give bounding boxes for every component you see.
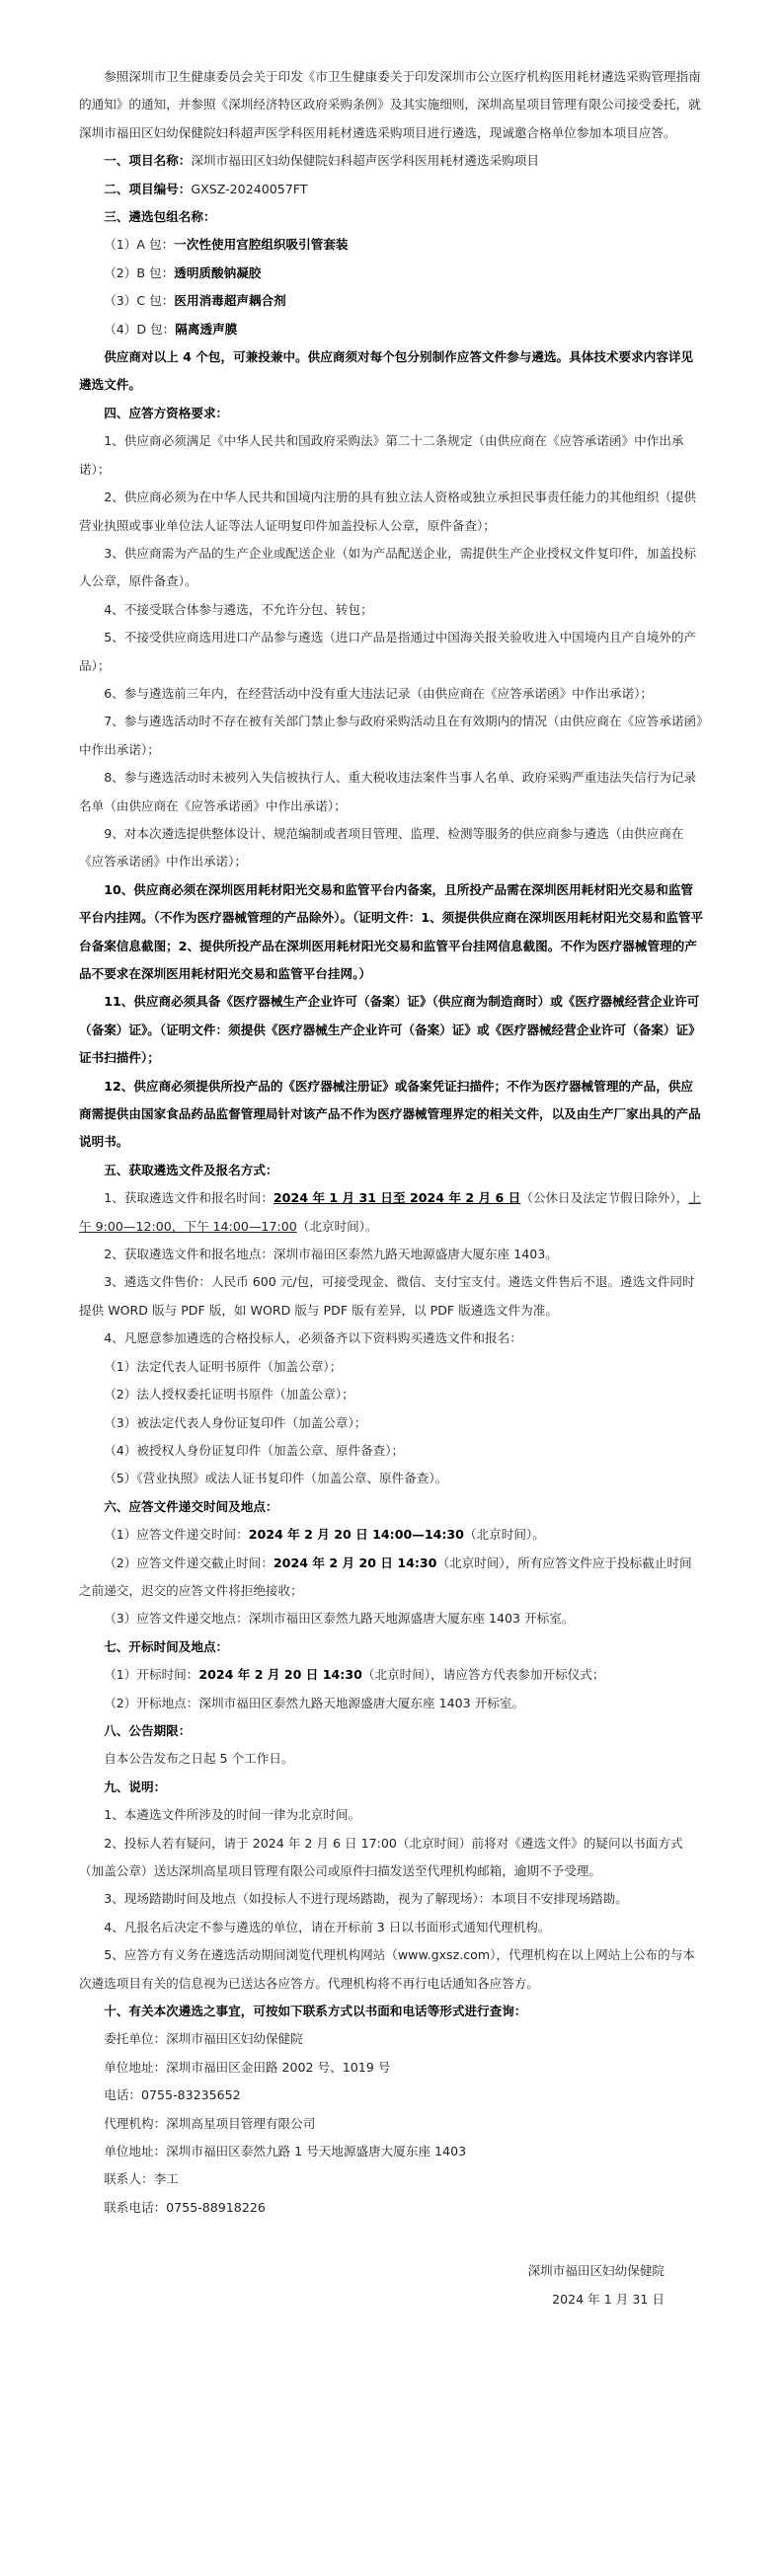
- registration-materials: 4、凡愿意参加遴选的合格投标人，必须备齐以下资料购买遴选文件和报名：: [104, 1330, 522, 1346]
- signature-org: 深圳市福田区妇幼保健院: [527, 2263, 665, 2279]
- submission-deadline: [79, 1550, 704, 1606]
- section-4-heading: 四、应答方资格要求：: [104, 405, 229, 420]
- requirement-item: 10、供应商必须在深圳医用耗材阳光交易和监管平台内备案，且所投产品需在深圳医用耗材阳光交易和监管平台内挂网。（不作为医疗器械管理的产品除外）。（证明文件：1、须提供供应商在深圳医用耗材阳光交易和监管平台备案信息截图；2、提供所投产品在深圳医用耗材阳光交易和监管平台挂网信息截图。不作为医疗器械管理的产品不要求在深圳医用耗材阳光交易和监管平台挂网。）: [79, 881, 704, 981]
- section-9-heading: 九、说明：: [104, 1779, 167, 1794]
- note-item: 1、本遴选文件所涉及的时间一律为北京时间。: [104, 1807, 361, 1823]
- contact-line: 电话：0755-83235652: [104, 2087, 241, 2103]
- project-name: 深圳市福田区妇幼保健院妇科超声医学科医用耗材遴选采购项目: [191, 153, 539, 169]
- submission-deadline-note: （北京时间），所有应答文件应于投标截止时间之前递交，迟交的应答文件将拒绝接收；: [79, 1554, 692, 1598]
- package-name: 透明质酸钠凝胶: [174, 265, 262, 280]
- notice-period: 自本公告发布之日起 5 个工作日。: [104, 1751, 294, 1767]
- requirement-item: 7、参与遴选活动时不存在被有关部门禁止参与政府采购活动且在有效期内的情况（由供应商在《应答承诺函》中作出承诺）；: [79, 714, 703, 757]
- material-item: （2）法人授权委托证明书原件（加盖公章）；: [104, 1387, 354, 1402]
- note-item: 4、凡报名后决定不参与遴选的单位，请在开标前 3 日以书面形式通知代理机构。: [104, 1919, 551, 1934]
- submission-time-value: 2024 年 2 月 20 日 14:00—14:30: [248, 1527, 464, 1543]
- contact-line: 单位地址：深圳市福田区泰然九路 1 号天地源盛唐大厦东座 1403: [104, 2144, 467, 2159]
- contact-line: 联系人：李工: [104, 2171, 179, 2187]
- submission-time-zone: （北京时间）。: [463, 1527, 545, 1543]
- submission-deadline-value: 2024 年 2 月 20 日 14:30: [273, 1554, 437, 1570]
- opening-time-note: （北京时间），请应答方代表参加开标仪式；: [361, 1667, 605, 1683]
- opening-time-value: 2024 年 2 月 20 日 14:30: [198, 1667, 362, 1683]
- section-6-heading: 六、应答文件递交时间及地点：: [104, 1498, 278, 1514]
- registration-date-range: 2024 年 1 月 31 日至 2024 年 2 月 6 日: [273, 1190, 521, 1206]
- requirement-item: 12、供应商必须提供所投产品的《医疗器械注册证》或备案凭证扫描件；不作为医疗器械管理的产品，供应商需提供由国家食品药品监督管理局针对该产品不作为医疗器械管理界定的相关文件，以及由生产厂家出具的产品说明书。: [79, 1078, 701, 1150]
- package-name: 医用消毒超声耦合剂: [174, 293, 286, 309]
- intro-paragraph: 参照深圳市卫生健康委员会关于印发《市卫生健康委关于印发深圳市公立医疗机构医用耗材遴选采购管理指南的通知》的通知，并参照《深圳经济特区政府采购条例》及其实施细则，深圳高星项目管理有限公司接受委托，就深圳市福田区妇幼保健院妇科超声医学科医用耗材遴选采购项目进行遴选，现诚邀合格单位参加本项目应答。: [79, 69, 701, 140]
- material-item: （3）被法定代表人身份证复印件（加盖公章）；: [104, 1414, 367, 1430]
- opening-place: （2）开标地点：深圳市福田区泰然九路天地源盛唐大厦东座 1403 开标室。: [104, 1695, 525, 1710]
- requirement-item: 8、参与遴选活动时未被列入失信被执行人、重大税收违法案件当事人名单、政府采购严重违法失信行为记录名单（由供应商在《应答承诺函》中作出承诺）；: [79, 770, 697, 813]
- submission-time: [79, 1521, 704, 1549]
- project-number-line: [79, 176, 704, 203]
- submission-deadline-label: （2）应答文件递交截止时间：: [104, 1554, 274, 1570]
- package-label: （2）B 包：: [104, 265, 175, 280]
- opening-time: [79, 1661, 704, 1689]
- section-3-heading: 三、遴选包组名称：: [104, 209, 216, 225]
- registration-holiday-note: （公休日及法定节假日除外），: [520, 1190, 689, 1206]
- package-b: [79, 260, 704, 287]
- material-item: （4）被授权人身份证复印件（加盖公章、原件备查）；: [104, 1442, 405, 1458]
- section-1-heading: 一、项目名称：: [104, 153, 192, 169]
- opening-time-label: （1）开标时间：: [104, 1667, 199, 1683]
- requirement-item: 6、参与遴选前三年内，在经营活动中没有重大违法记录（由供应商在《应答承诺函》中作出承诺）；: [104, 685, 654, 701]
- project-name-line: [79, 147, 704, 175]
- contact-line: 单位地址：深圳市福田区金田路 2002 号、1019 号: [104, 2059, 391, 2075]
- requirement-item: 3、供应商需为产品的生产企业或配送企业（如为产品配送企业，需提供生产企业授权文件复印件，加盖投标人公章，原件备查）。: [79, 545, 697, 589]
- registration-place: 2、获取遴选文件和报名地点：深圳市福田区泰然九路天地源盛唐大厦东座 1403。: [104, 1247, 558, 1262]
- package-label: （4）D 包：: [104, 321, 176, 337]
- contact-line: 联系电话：0755-88918226: [104, 2199, 266, 2215]
- registration-time: [79, 1184, 704, 1241]
- requirement-item: 11、供应商必须具备《医疗器械生产企业许可（备案）证》（供应商为制造商时）或《医疗器械经营企业许可（备案）证》。（证明文件：须提供《医疗器械生产企业许可（备案）证》或《医疗器械经营企业许可（备案）证》证书扫描件）；: [79, 994, 701, 1066]
- package-label: （3）C 包：: [104, 293, 175, 309]
- signature-date: 2024 年 1 月 31 日: [552, 2291, 665, 2307]
- registration-time-label: 1、获取遴选文件和报名时间：: [104, 1190, 274, 1206]
- section-10-heading: 十、有关本次遴选之事宜，可按如下联系方式以书面和电话等形式进行查询：: [104, 2004, 527, 2019]
- package-a: [79, 231, 704, 259]
- section-7-heading: 七、开标时间及地点：: [104, 1638, 229, 1654]
- package-name: 一次性使用宫腔组织吸引管套装: [174, 237, 349, 253]
- requirement-item: 4、不接受联合体参与遴选，不允许分包、转包；: [104, 601, 373, 617]
- section-2-heading: 二、项目编号：: [104, 181, 192, 196]
- registration-hours: 上午 9:00—12:00，下午 14:00—17:00: [79, 1190, 701, 1234]
- package-name: 隔离透声膜: [175, 321, 238, 337]
- package-c: [79, 287, 704, 315]
- note-item: 2、投标人若有疑问，请于 2024 年 2 月 6 日 17:00（北京时间）前将对《遴选文件》的疑问以书面方式（加盖公章）送达深圳高星项目管理有限公司或原件扫描发送至代理机构邮箱，逾期不予受理。: [79, 1835, 683, 1878]
- note-item: 5、应答方有义务在遴选活动期间浏览代理机构网站（www.gxsz.com），代理机构在以上网站上公布的与本次遴选项目有关的信息视为已送达各应答方。代理机构将不再行电话通知各应答方。: [79, 1947, 695, 1991]
- material-item: （1）法定代表人证明书原件（加盖公章）；: [104, 1358, 343, 1374]
- section-8-heading: 八、公告期限：: [104, 1722, 192, 1738]
- requirement-item: 5、不接受供应商选用进口产品参与遴选（进口产品是指通过中国海关报关验收进入中国境内且产自境外的产品）；: [79, 630, 697, 673]
- note-item: 3、现场踏勘时间及地点（如投标人不进行现场踏勘，视为了解现场）：本项目不安排现场踏勘。: [104, 1891, 628, 1907]
- requirement-item: 9、对本次遴选提供整体设计、规范编制或者项目管理、监理、检测等服务的供应商参与遴选（由供应商在《应答承诺函》中作出承诺）；: [79, 825, 684, 870]
- package-d: [79, 316, 704, 343]
- contact-line: 委托单位：深圳市福田区妇幼保健院: [104, 2031, 303, 2047]
- requirement-item: 1、供应商必须满足《中华人民共和国政府采购法》第二十二条规定（由供应商在《应答承诺函》中作出承诺）；: [79, 433, 684, 477]
- section-5-heading: 五、获取遴选文件及报名方式：: [104, 1162, 278, 1177]
- contact-line: 代理机构：深圳高星项目管理有限公司: [104, 2115, 316, 2131]
- project-number: GXSZ-20240057FT: [191, 181, 308, 196]
- package-label: （1）A 包：: [104, 237, 175, 253]
- material-item: （5）《营业执照》或法人证书复印件（加盖公章、原件备查）。: [104, 1471, 448, 1486]
- requirement-item: 2、供应商必须为在中华人民共和国境内注册的具有独立法人资格或独立承担民事责任能力的其他组织（提供营业执照或事业单位法人证等法人证明复印件加盖投标人公章，原件备查）；: [79, 490, 697, 533]
- package-note: 供应商对以上 4 个包，可兼投兼中。供应商须对每个包分别制作应答文件参与遴选。具体技术要求内容详见遴选文件。: [79, 349, 694, 393]
- submission-place: （3）应答文件递交地点：深圳市福田区泰然九路天地源盛唐大厦东座 1403 开标室。: [104, 1611, 575, 1627]
- registration-timezone: （北京时间）。: [296, 1218, 378, 1234]
- submission-time-label: （1）应答文件递交时间：: [104, 1527, 249, 1543]
- document-price: 3、遴选文件售价：人民币 600 元/包，可接受现金、微信、支付宝支付。遴选文件售后不退。遴选文件同时提供 WORD 版与 PDF 版，如 WORD 版与 PDF 版有差异，以 PDF 版遴选文件为准。: [79, 1274, 695, 1318]
